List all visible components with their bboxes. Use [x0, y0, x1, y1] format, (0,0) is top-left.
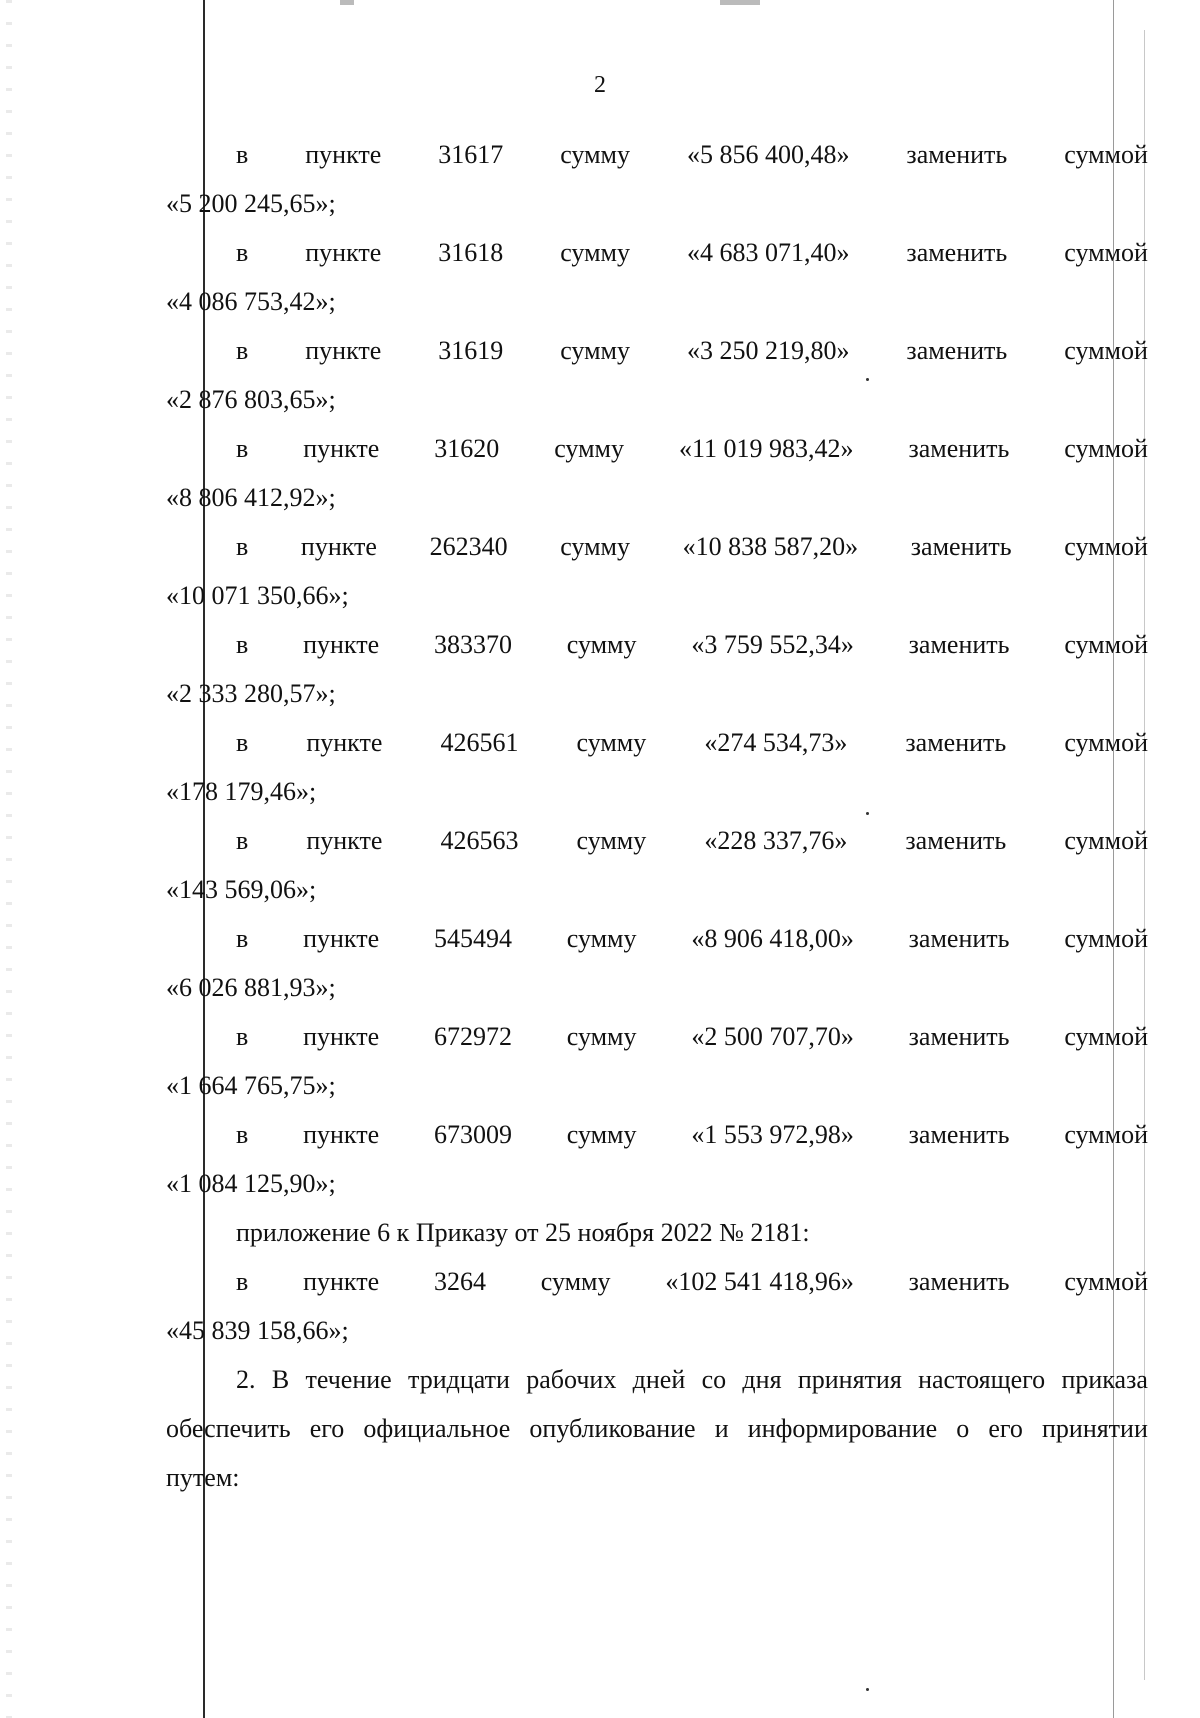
amendment-prefix: в: [236, 336, 249, 365]
scan-top-mark: [720, 0, 760, 5]
paragraph-2-line-1-word: 2.: [236, 1365, 256, 1394]
amendment-new-sum: «2 876 803,65»;: [166, 385, 336, 414]
amendment-new-sum: «8 806 412,92»;: [166, 483, 336, 512]
paragraph-2-line-1-word: тридцати: [408, 1365, 510, 1394]
amendment-prefix: в: [236, 140, 249, 169]
amendment-new-sum: «4 086 753,42»;: [166, 287, 336, 316]
amendment-replace: заменить: [908, 630, 1010, 659]
amendment-summa: сумму: [576, 728, 647, 757]
amendment-old: «11 019 983,42»: [678, 434, 854, 463]
amendment-num: 31618: [438, 238, 504, 267]
amendment-with: суммой: [1064, 924, 1148, 953]
amendment-old: «4 683 071,40»: [686, 238, 850, 267]
amendment-with: суммой: [1064, 1120, 1148, 1149]
amendment-new-sum: «6 026 881,93»;: [166, 973, 336, 1002]
amendment-line: [166, 326, 1148, 375]
amendment-line: [166, 424, 1148, 473]
amendment-num: 31619: [438, 336, 504, 365]
amendment-replace: заменить: [905, 826, 1007, 855]
paragraph-2-line-1: [166, 1355, 1148, 1404]
amendment-line: [166, 816, 1148, 865]
amendment-line: [166, 718, 1148, 767]
amendment-line: [166, 1110, 1148, 1159]
amendment-replace: заменить: [908, 1120, 1010, 1149]
amendment-prefix: в: [236, 630, 249, 659]
amendment-word: пункте: [303, 630, 380, 659]
scan-noise-left: [6, 0, 12, 1718]
amendment-replace: заменить: [908, 1267, 1010, 1296]
amendment-new-sum: «45 839 158,66»;: [166, 1316, 349, 1345]
paragraph-2-line-1-word: рабочих: [526, 1365, 617, 1394]
amendment-with: суммой: [1064, 826, 1148, 855]
paragraph-2-line-2-word: принятии: [1041, 1414, 1148, 1443]
amendment-new-sum: «143 569,06»;: [166, 875, 317, 904]
amendment-summa: сумму: [540, 1267, 611, 1296]
paragraph-2-line-2-word: о: [956, 1414, 970, 1443]
amendment-num: 672972: [433, 1022, 512, 1051]
amendment-replace: заменить: [908, 1022, 1010, 1051]
amendment-replace: заменить: [910, 532, 1012, 561]
paragraph-2-line-2: [166, 1404, 1148, 1453]
paragraph-2-line-2-word: его: [988, 1414, 1023, 1443]
amendment-new-sum: «178 179,46»;: [166, 777, 317, 806]
amendment-word: пункте: [303, 1120, 380, 1149]
amendment-num: 262340: [429, 532, 508, 561]
amendment-old: «102 541 418,96»: [665, 1267, 854, 1296]
amendment-summa: сумму: [576, 826, 647, 855]
amendment-word: пункте: [303, 1267, 380, 1296]
amendment-word: пункте: [300, 532, 377, 561]
amendment-prefix: в: [236, 1022, 249, 1051]
amendment-new-sum: «10 071 350,66»;: [166, 581, 349, 610]
amendment-summa: сумму: [566, 630, 637, 659]
amendment-replace: заменить: [905, 728, 1007, 757]
amendment-with: суммой: [1064, 336, 1148, 365]
paragraph-2-line-3: путем:: [166, 1463, 240, 1492]
amendment-word: пункте: [305, 336, 382, 365]
amendment-new-sum: «1 084 125,90»;: [166, 1169, 336, 1198]
amendment-new-sum: «1 664 765,75»;: [166, 1071, 336, 1100]
amendment-old: «2 500 707,70»: [691, 1022, 854, 1051]
amendment-summa: сумму: [560, 238, 630, 267]
page-number: 2: [594, 72, 606, 98]
appendix-amendment-list: [166, 1257, 1148, 1355]
amendment-replace: заменить: [908, 924, 1010, 953]
appendix-heading: приложение 6 к Приказу от 25 ноября 2022 № 2181:: [236, 1218, 810, 1247]
amendment-with: суммой: [1064, 1022, 1148, 1051]
amendment-word: пункте: [306, 826, 383, 855]
amendment-prefix: в: [236, 924, 249, 953]
amendment-summa: сумму: [560, 532, 630, 561]
amendment-prefix: в: [236, 826, 249, 855]
scan-top-mark: [340, 0, 354, 5]
paragraph-2-line-1-word: В: [271, 1365, 290, 1394]
paragraph-2-line-1-word: настоящего: [918, 1365, 1046, 1394]
paragraph-2-line-1-word: принятия: [797, 1365, 902, 1394]
amendment-replace: заменить: [906, 336, 1008, 365]
paragraph-2-line-2-word: официальное: [363, 1414, 511, 1443]
amendment-summa: сумму: [560, 336, 630, 365]
amendment-old: «274 534,73»: [704, 728, 848, 757]
amendment-replace: заменить: [908, 434, 1010, 463]
amendment-line: [166, 620, 1148, 669]
amendment-line: [166, 522, 1148, 571]
amendment-line: [166, 1257, 1148, 1306]
amendment-summa: сумму: [554, 434, 624, 463]
amendment-summa: сумму: [566, 924, 637, 953]
amendment-summa: сумму: [566, 1022, 637, 1051]
scan-speck: [866, 1688, 869, 1691]
paragraph-2-line-2-word: и: [714, 1414, 729, 1443]
paragraph-2-line-1-word: приказа: [1061, 1365, 1148, 1394]
amendment-new-sum: «2 333 280,57»;: [166, 679, 336, 708]
amendment-with: суммой: [1064, 434, 1148, 463]
amendment-num: 3264: [433, 1267, 486, 1296]
amendment-old: «1 553 972,98»: [691, 1120, 854, 1149]
amendment-prefix: в: [236, 434, 249, 463]
paragraph-2-line-1-word: со: [701, 1365, 727, 1394]
amendment-with: суммой: [1064, 728, 1148, 757]
amendment-list: [166, 130, 1148, 1208]
amendment-num: 545494: [433, 924, 512, 953]
amendment-word: пункте: [306, 728, 383, 757]
amendment-word: пункте: [303, 434, 380, 463]
amendment-word: пункте: [305, 140, 382, 169]
amendment-old: «3 250 219,80»: [686, 336, 850, 365]
amendment-line: [166, 914, 1148, 963]
amendment-line: [166, 1012, 1148, 1061]
amendment-prefix: в: [236, 728, 249, 757]
amendment-old: «8 906 418,00»: [691, 924, 854, 953]
amendment-line: [166, 228, 1148, 277]
paragraph-2-line-1-word: дней: [632, 1365, 686, 1394]
amendment-with: суммой: [1064, 140, 1148, 169]
amendment-prefix: в: [236, 238, 249, 267]
amendment-num: 673009: [433, 1120, 512, 1149]
amendment-old: «228 337,76»: [704, 826, 848, 855]
amendment-with: суммой: [1064, 238, 1148, 267]
paragraph-2-line-2-word: его: [309, 1414, 345, 1443]
amendment-prefix: в: [236, 1120, 249, 1149]
amendment-old: «3 759 552,34»: [691, 630, 854, 659]
amendment-line: [166, 130, 1148, 179]
amendment-new-sum: «5 200 245,65»;: [166, 189, 336, 218]
amendment-replace: заменить: [906, 140, 1008, 169]
paragraph-2-line-2-word: опубликование: [529, 1414, 696, 1443]
amendment-num: 426561: [440, 728, 519, 757]
amendment-prefix: в: [236, 1267, 249, 1296]
paragraph-2-line-2-word: обеспечить: [166, 1414, 291, 1443]
amendment-prefix: в: [236, 532, 249, 561]
amendment-with: суммой: [1064, 630, 1148, 659]
amendment-with: суммой: [1064, 1267, 1148, 1296]
paragraph-2-line-2-word: информирование: [747, 1414, 938, 1443]
amendment-num: 31620: [434, 434, 500, 463]
amendment-old: «5 856 400,48»: [686, 140, 850, 169]
paragraph-2-line-1-word: течение: [305, 1365, 392, 1394]
amendment-word: пункте: [303, 1022, 380, 1051]
amendment-old: «10 838 587,20»: [682, 532, 859, 561]
amendment-num: 383370: [433, 630, 512, 659]
amendment-num: 31617: [438, 140, 504, 169]
amendment-summa: сумму: [566, 1120, 637, 1149]
paragraph-2-line-1-word: дня: [742, 1365, 782, 1394]
amendment-replace: заменить: [906, 238, 1008, 267]
amendment-summa: сумму: [560, 140, 630, 169]
amendment-num: 426563: [440, 826, 519, 855]
amendment-with: суммой: [1064, 532, 1148, 561]
document-body: [166, 130, 1148, 1502]
amendment-word: пункте: [305, 238, 382, 267]
amendment-word: пункте: [303, 924, 380, 953]
